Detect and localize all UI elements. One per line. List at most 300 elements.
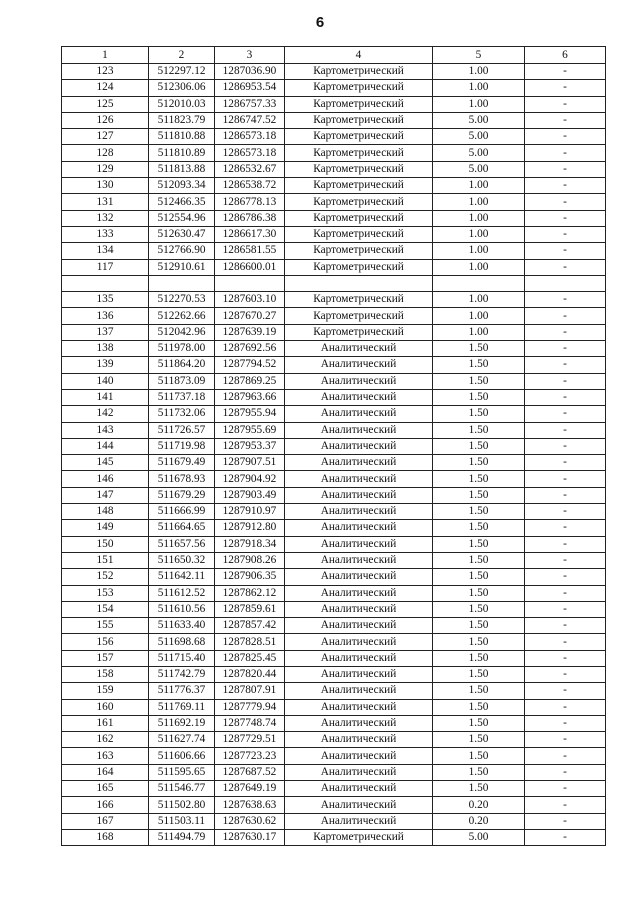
table-cell: 512270.53 <box>149 292 215 308</box>
table-row <box>62 748 606 764</box>
table-cell: 5.00 <box>433 112 525 128</box>
table-cell: Аналитический <box>285 748 433 764</box>
table-cell: 511776.37 <box>149 683 215 699</box>
table-cell: - <box>525 292 606 308</box>
table-cell: 1287904.92 <box>215 471 285 487</box>
table-cell: - <box>525 422 606 438</box>
table-cell: 1287649.19 <box>215 781 285 797</box>
table-cell: 163 <box>62 748 149 764</box>
table-cell: 512910.61 <box>149 259 215 275</box>
table-cell: Аналитический <box>285 552 433 568</box>
table-cell: 1287907.51 <box>215 455 285 471</box>
table-cell: Картометрический <box>285 243 433 259</box>
column-header: 6 <box>525 47 606 64</box>
table-cell: - <box>525 781 606 797</box>
table-cell: Аналитический <box>285 389 433 405</box>
table-cell: 1.50 <box>433 406 525 422</box>
table-cell: 1.00 <box>433 292 525 308</box>
table-cell: - <box>525 145 606 161</box>
table-cell: 1.50 <box>433 650 525 666</box>
table-cell: - <box>525 683 606 699</box>
table-cell: - <box>525 585 606 601</box>
table-cell: - <box>525 552 606 568</box>
table-cell: - <box>525 389 606 405</box>
table-cell: Аналитический <box>285 487 433 503</box>
table-cell: - <box>525 634 606 650</box>
table-row <box>62 764 606 780</box>
table-cell: 1.50 <box>433 699 525 715</box>
table-cell: 144 <box>62 438 149 454</box>
table-cell: - <box>525 112 606 128</box>
table-cell: 511813.88 <box>149 161 215 177</box>
table-cell: - <box>525 64 606 80</box>
table-cell: 1.00 <box>433 243 525 259</box>
table-cell: 511692.19 <box>149 715 215 731</box>
table-cell: 1286953.54 <box>215 80 285 96</box>
table-cell: 511679.29 <box>149 487 215 503</box>
table-row <box>62 422 606 438</box>
table-cell: 511742.79 <box>149 666 215 682</box>
table-row <box>62 389 606 405</box>
table-cell: Картометрический <box>285 259 433 275</box>
table-cell: - <box>525 748 606 764</box>
table-row <box>62 650 606 666</box>
table-row <box>62 178 606 194</box>
column-header: 4 <box>285 47 433 64</box>
table-cell: 150 <box>62 536 149 552</box>
table-cell: 1.50 <box>433 715 525 731</box>
table-cell: 1286581.55 <box>215 243 285 259</box>
table-cell: 1286747.52 <box>215 112 285 128</box>
table-cell: 1287723.23 <box>215 748 285 764</box>
table-cell: 1287955.94 <box>215 406 285 422</box>
table-row <box>62 292 606 308</box>
table-cell: 126 <box>62 112 149 128</box>
table-cell: 135 <box>62 292 149 308</box>
table-cell: 1.00 <box>433 324 525 340</box>
table-cell: 511642.11 <box>149 569 215 585</box>
table-cell: 1.50 <box>433 389 525 405</box>
table-cell: Аналитический <box>285 666 433 682</box>
table-cell: 149 <box>62 520 149 536</box>
header-row <box>62 47 606 64</box>
table-cell: 125 <box>62 96 149 112</box>
table-cell: 1287910.97 <box>215 504 285 520</box>
table-cell: 1287729.51 <box>215 732 285 748</box>
table-cell: Картометрический <box>285 194 433 210</box>
table-row <box>62 112 606 128</box>
table-cell: - <box>525 520 606 536</box>
table-cell: 1.50 <box>433 536 525 552</box>
table-cell: 1287953.37 <box>215 438 285 454</box>
table-cell: 1.50 <box>433 438 525 454</box>
table-cell: 511873.09 <box>149 373 215 389</box>
table-cell: 511978.00 <box>149 341 215 357</box>
table-cell: 1287862.12 <box>215 585 285 601</box>
table-cell <box>215 275 285 291</box>
table-cell: 1287918.34 <box>215 536 285 552</box>
table-cell: 1.00 <box>433 226 525 242</box>
table-cell: 1287903.49 <box>215 487 285 503</box>
table-cell: 511732.06 <box>149 406 215 422</box>
table-cell: 512306.06 <box>149 80 215 96</box>
table-cell: - <box>525 178 606 194</box>
table-cell: 1287912.80 <box>215 520 285 536</box>
table-cell: 511502.80 <box>149 797 215 813</box>
table-cell: 1286573.18 <box>215 145 285 161</box>
table-cell: - <box>525 194 606 210</box>
table-cell: - <box>525 96 606 112</box>
table-cell: Аналитический <box>285 813 433 829</box>
table-cell: 1287670.27 <box>215 308 285 324</box>
table-cell <box>62 275 149 291</box>
table-cell: 511494.79 <box>149 829 215 845</box>
table-cell: 165 <box>62 781 149 797</box>
table-cell: 166 <box>62 797 149 813</box>
table-cell: 137 <box>62 324 149 340</box>
table-cell: 5.00 <box>433 161 525 177</box>
table-cell: 511595.65 <box>149 764 215 780</box>
table-cell: Аналитический <box>285 634 433 650</box>
table-cell: Картометрический <box>285 210 433 226</box>
table-cell: 1287687.52 <box>215 764 285 780</box>
table-cell: 1286778.13 <box>215 194 285 210</box>
table-row <box>62 634 606 650</box>
table-cell: 147 <box>62 487 149 503</box>
table-cell: - <box>525 455 606 471</box>
table-cell: - <box>525 715 606 731</box>
table-cell: 124 <box>62 80 149 96</box>
table-row <box>62 64 606 80</box>
table-cell: 1287869.25 <box>215 373 285 389</box>
table-cell: 511678.93 <box>149 471 215 487</box>
table-cell: Аналитический <box>285 569 433 585</box>
table-cell: 512010.03 <box>149 96 215 112</box>
table-row <box>62 96 606 112</box>
table-cell: 154 <box>62 601 149 617</box>
table-cell: 1.50 <box>433 666 525 682</box>
table-cell: Аналитический <box>285 520 433 536</box>
table-cell: Аналитический <box>285 536 433 552</box>
table-cell: 1.50 <box>433 422 525 438</box>
table-cell: 511698.68 <box>149 634 215 650</box>
table-row <box>62 194 606 210</box>
table-cell: 1287807.91 <box>215 683 285 699</box>
table-cell: 1.00 <box>433 194 525 210</box>
table-cell: Картометрический <box>285 96 433 112</box>
table-cell: - <box>525 601 606 617</box>
table-cell: 511657.56 <box>149 536 215 552</box>
table-cell: 512554.96 <box>149 210 215 226</box>
table-row <box>62 569 606 585</box>
table-cell: Аналитический <box>285 781 433 797</box>
table-cell: 143 <box>62 422 149 438</box>
table-cell: 1287748.74 <box>215 715 285 731</box>
table-cell <box>433 275 525 291</box>
table-cell: 1287908.26 <box>215 552 285 568</box>
table-cell: 134 <box>62 243 149 259</box>
table-cell: 1.00 <box>433 210 525 226</box>
table-cell: 1287794.52 <box>215 357 285 373</box>
table-cell: - <box>525 406 606 422</box>
table-cell: Аналитический <box>285 601 433 617</box>
table-cell: Аналитический <box>285 438 433 454</box>
table-cell: 160 <box>62 699 149 715</box>
table-row <box>62 781 606 797</box>
table-cell: Картометрический <box>285 112 433 128</box>
table-cell: - <box>525 471 606 487</box>
table-cell: 131 <box>62 194 149 210</box>
table-cell: 146 <box>62 471 149 487</box>
table-cell: - <box>525 243 606 259</box>
table-cell: 511633.40 <box>149 618 215 634</box>
table-cell: Аналитический <box>285 357 433 373</box>
table-cell: 140 <box>62 373 149 389</box>
table-cell: 1286538.72 <box>215 178 285 194</box>
table-cell: 142 <box>62 406 149 422</box>
table-cell: 1.50 <box>433 585 525 601</box>
table-cell: Аналитический <box>285 699 433 715</box>
table-cell: 1287638.63 <box>215 797 285 813</box>
table-row <box>62 829 606 845</box>
table-cell: 1286573.18 <box>215 129 285 145</box>
table-cell: 152 <box>62 569 149 585</box>
table-cell: 511810.89 <box>149 145 215 161</box>
table-cell: 511726.57 <box>149 422 215 438</box>
table-row <box>62 243 606 259</box>
table-cell: Картометрический <box>285 292 433 308</box>
table-cell: 5.00 <box>433 829 525 845</box>
table-cell: - <box>525 618 606 634</box>
table-cell: 512262.66 <box>149 308 215 324</box>
table-cell <box>149 275 215 291</box>
table-row <box>62 129 606 145</box>
table-cell: 511864.20 <box>149 357 215 373</box>
table-cell: 1.00 <box>433 178 525 194</box>
table-cell: 1.50 <box>433 357 525 373</box>
table-cell: - <box>525 210 606 226</box>
table-row <box>62 666 606 682</box>
table-row <box>62 210 606 226</box>
table-cell: 511666.99 <box>149 504 215 520</box>
column-header: 3 <box>215 47 285 64</box>
table-cell: 141 <box>62 389 149 405</box>
table-cell: 168 <box>62 829 149 845</box>
table-cell: 1287036.90 <box>215 64 285 80</box>
table-cell: 133 <box>62 226 149 242</box>
table-row <box>62 618 606 634</box>
table-row <box>62 324 606 340</box>
table-cell: 1.50 <box>433 781 525 797</box>
column-header: 1 <box>62 47 149 64</box>
table-row <box>62 308 606 324</box>
table-row <box>62 373 606 389</box>
table-cell: 1287857.42 <box>215 618 285 634</box>
table-row <box>62 259 606 275</box>
table-cell: Картометрический <box>285 129 433 145</box>
table-cell: - <box>525 536 606 552</box>
table-cell: 1287955.69 <box>215 422 285 438</box>
table-header <box>62 47 606 64</box>
table-cell: 1287820.44 <box>215 666 285 682</box>
table-cell: 511627.74 <box>149 732 215 748</box>
table-cell: 1.50 <box>433 471 525 487</box>
table-cell: 1.50 <box>433 601 525 617</box>
table-cell: Аналитический <box>285 650 433 666</box>
table-cell: Аналитический <box>285 471 433 487</box>
table-row <box>62 585 606 601</box>
coordinates-table <box>61 46 606 846</box>
page-number: 6 <box>315 14 325 31</box>
table-cell: 511737.18 <box>149 389 215 405</box>
table-cell: 1.50 <box>433 504 525 520</box>
table-cell: 1.50 <box>433 732 525 748</box>
table-cell <box>525 275 606 291</box>
table-cell: 511612.52 <box>149 585 215 601</box>
table-cell: 511679.49 <box>149 455 215 471</box>
table-row <box>62 438 606 454</box>
table-row <box>62 161 606 177</box>
table-cell: 1287630.62 <box>215 813 285 829</box>
table-cell: 512466.35 <box>149 194 215 210</box>
table-cell: 1.50 <box>433 373 525 389</box>
table-cell: Картометрический <box>285 829 433 845</box>
table-cell: 132 <box>62 210 149 226</box>
table-cell: Аналитический <box>285 422 433 438</box>
table-cell: 1.50 <box>433 455 525 471</box>
table-row <box>62 455 606 471</box>
table-cell: 1.50 <box>433 748 525 764</box>
table-cell: - <box>525 341 606 357</box>
table-cell: 157 <box>62 650 149 666</box>
table-cell: 5.00 <box>433 145 525 161</box>
table-cell: 512766.90 <box>149 243 215 259</box>
table-cell: 511606.66 <box>149 748 215 764</box>
table-cell: 167 <box>62 813 149 829</box>
table-cell: 1287859.61 <box>215 601 285 617</box>
table-row <box>62 226 606 242</box>
table-row <box>62 813 606 829</box>
table-cell: 511823.79 <box>149 112 215 128</box>
table-cell: - <box>525 324 606 340</box>
table-cell: - <box>525 373 606 389</box>
table-cell: Аналитический <box>285 618 433 634</box>
table-cell: 0.20 <box>433 797 525 813</box>
table-cell: 512042.96 <box>149 324 215 340</box>
table-row <box>62 357 606 373</box>
column-header: 5 <box>433 47 525 64</box>
table-cell: 162 <box>62 732 149 748</box>
table-cell: Картометрический <box>285 308 433 324</box>
table-row <box>62 406 606 422</box>
table-cell: Аналитический <box>285 455 433 471</box>
column-header: 2 <box>149 47 215 64</box>
table-cell: 164 <box>62 764 149 780</box>
table-cell: Картометрический <box>285 80 433 96</box>
table-row <box>62 715 606 731</box>
table-cell: Картометрический <box>285 324 433 340</box>
table-cell: 511664.65 <box>149 520 215 536</box>
table-cell: 511610.56 <box>149 601 215 617</box>
table-cell: 1287779.94 <box>215 699 285 715</box>
table-row <box>62 601 606 617</box>
table-row <box>62 80 606 96</box>
table-cell: 155 <box>62 618 149 634</box>
table-cell: - <box>525 161 606 177</box>
table-cell: - <box>525 666 606 682</box>
table-cell: 158 <box>62 666 149 682</box>
table-cell: - <box>525 487 606 503</box>
table-cell: 1.50 <box>433 683 525 699</box>
table-cell: 0.20 <box>433 813 525 829</box>
table-cell: 151 <box>62 552 149 568</box>
table-cell: 1287828.51 <box>215 634 285 650</box>
table-cell: 1286600.01 <box>215 259 285 275</box>
table-cell: Картометрический <box>285 161 433 177</box>
table-cell: - <box>525 129 606 145</box>
table-cell: Картометрический <box>285 64 433 80</box>
table-cell: 139 <box>62 357 149 373</box>
table-cell: - <box>525 504 606 520</box>
table-row <box>62 797 606 813</box>
table-cell: 1286617.30 <box>215 226 285 242</box>
table-cell: 1.50 <box>433 569 525 585</box>
table-row <box>62 471 606 487</box>
table-cell: - <box>525 699 606 715</box>
table-cell: Аналитический <box>285 715 433 731</box>
table-cell: 512093.34 <box>149 178 215 194</box>
table-cell: - <box>525 813 606 829</box>
table-cell: 1.00 <box>433 96 525 112</box>
table-cell: Аналитический <box>285 585 433 601</box>
table-cell: - <box>525 650 606 666</box>
table-cell: 511719.98 <box>149 438 215 454</box>
table-cell: 161 <box>62 715 149 731</box>
table-cell: - <box>525 764 606 780</box>
table-row <box>62 552 606 568</box>
table-cell: 511650.32 <box>149 552 215 568</box>
table-cell: 1.00 <box>433 80 525 96</box>
table-cell: Аналитический <box>285 797 433 813</box>
table-cell: 1.50 <box>433 634 525 650</box>
table-cell: - <box>525 80 606 96</box>
table-cell: Картометрический <box>285 178 433 194</box>
table-cell: - <box>525 797 606 813</box>
table-cell: 1286532.67 <box>215 161 285 177</box>
table-row <box>62 487 606 503</box>
table-row <box>62 732 606 748</box>
table-cell: - <box>525 357 606 373</box>
table-cell: Картометрический <box>285 145 433 161</box>
table-row <box>62 536 606 552</box>
table-row <box>62 275 606 291</box>
table-cell: 138 <box>62 341 149 357</box>
table-cell: 1.50 <box>433 764 525 780</box>
table-cell: 1287630.17 <box>215 829 285 845</box>
table-cell: 1.00 <box>433 64 525 80</box>
table-cell: 117 <box>62 259 149 275</box>
table-cell: 123 <box>62 64 149 80</box>
table-cell: 1287639.19 <box>215 324 285 340</box>
table-row <box>62 683 606 699</box>
table-cell: 512630.47 <box>149 226 215 242</box>
table-cell: 512297.12 <box>149 64 215 80</box>
table-row <box>62 341 606 357</box>
table-cell: 1286786.38 <box>215 210 285 226</box>
table-cell: 1.50 <box>433 487 525 503</box>
table-row <box>62 699 606 715</box>
table-cell: - <box>525 829 606 845</box>
